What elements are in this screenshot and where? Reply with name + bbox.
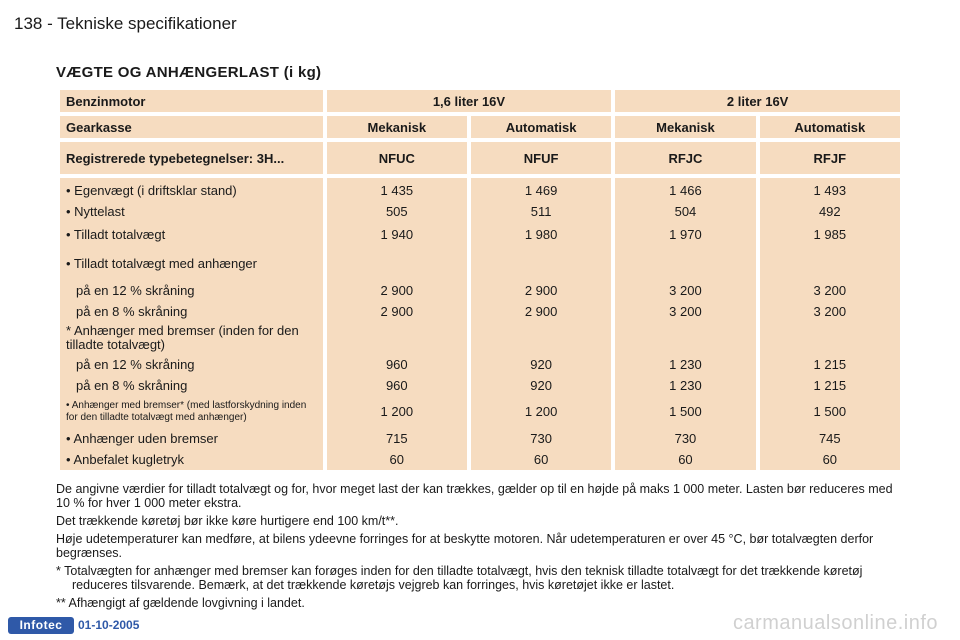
value-cell	[477, 322, 605, 354]
footnote: * Totalvægten for anhænger med bremser kan forøges inden for den tilladte totalvægt, hvis den teknisk tilladte totalvægt for det trækkende køretøj reduceres tilsvarende. Bemærk, at det trækkende køretøjs vejgreb kan forringes, hvis køretøjet ikke er lastet.	[56, 564, 863, 592]
value-cell: 1 466	[669, 183, 702, 198]
type-code: NFUF	[471, 142, 611, 174]
note-paragraph: Høje udetemperaturer kan medføre, at bilens ydeevne forringes for at beskytte motoren. Når udetemperaturen er over 45 °C, bør totalvægten derfor begrænses.	[56, 532, 874, 560]
spec-table	[56, 86, 904, 474]
type-label: Registrerede typebetegnelser: 3H...	[60, 142, 323, 174]
value-cell: 1 200	[524, 404, 558, 419]
value-cell: 920	[530, 357, 552, 372]
row-label: • Nyttelast	[66, 204, 125, 219]
page-title: 138 - Tekniske specifikationer	[14, 14, 237, 33]
gearbox-cell: Mekanisk	[327, 116, 467, 138]
value-cell: 1 435	[380, 183, 414, 198]
value-cell	[766, 322, 894, 354]
value-cell: 2 900	[524, 304, 558, 319]
row-label: • Tilladt totalvægt	[66, 227, 166, 242]
value-cell: 1 230	[669, 378, 702, 393]
row-label: * Anhænger med bremser (inden for den tilladte totalvægt)	[66, 323, 299, 352]
value-cell: 1 200	[380, 404, 414, 419]
value-cell	[333, 322, 461, 354]
engine-row	[60, 90, 900, 112]
value-cell: 60	[389, 452, 405, 467]
value-cell: 2 900	[524, 283, 558, 298]
row-label: • Anhænger uden bremser	[66, 431, 218, 446]
gearbox-row	[60, 116, 900, 138]
value-cell: 3 200	[813, 304, 847, 319]
value-cell: 745	[818, 431, 841, 446]
note-paragraph: Det trækkende køretøj bør ikke køre hurtigere end 100 km/t**.	[56, 514, 399, 528]
row-label: på en 12 % skråning	[76, 357, 195, 372]
gearbox-cell: Automatisk	[471, 116, 611, 138]
value-cell: 1 493	[813, 183, 847, 198]
type-code: RFJF	[760, 142, 900, 174]
value-cell	[477, 248, 605, 280]
value-cell: 920	[530, 378, 552, 393]
value-cell: 511	[530, 204, 552, 219]
values-column	[615, 178, 755, 470]
value-cell: 960	[385, 357, 408, 372]
type-row	[60, 142, 900, 174]
value-cell: 3 200	[669, 283, 702, 298]
note-paragraph: De angivne værdier for tilladt totalvægt og for, hvor meget last der kan trækkes, gælder op til en højde på maks 1 000 meter. Lasten bør reduceres med 10 % for hver 1 000 meter ekstra.	[56, 482, 893, 510]
value-cell: 60	[533, 452, 549, 467]
value-cell: 730	[530, 431, 552, 446]
engine-label: Benzinmotor	[60, 90, 323, 112]
values-column	[471, 178, 611, 470]
value-cell: 1 500	[813, 404, 847, 419]
values-column	[327, 178, 467, 470]
infotec-logo: Infotec	[8, 617, 74, 634]
value-cell: 1 469	[524, 183, 558, 198]
section-title: VÆGTE OG ANHÆNGERLAST (i kg)	[56, 64, 322, 81]
notes-section	[56, 482, 906, 614]
value-cell	[766, 248, 894, 280]
footnote: ** Afhængigt af gældende lovgivning i landet.	[56, 596, 305, 610]
row-label: på en 8 % skråning	[76, 304, 188, 319]
value-cell	[621, 248, 749, 280]
value-cell: 1 500	[669, 404, 702, 419]
footer-date: 01-10-2005	[78, 618, 140, 632]
gearbox-cell: Automatisk	[760, 116, 900, 138]
row-label: • Egenvægt (i driftsklar stand)	[66, 183, 237, 198]
value-cell: 1 215	[813, 378, 847, 393]
value-cell: 960	[385, 378, 408, 393]
value-cell: 504	[674, 204, 697, 219]
value-cell: 3 200	[813, 283, 847, 298]
row-label: • Anbefalet kugletryk	[66, 452, 185, 467]
value-cell: 1 970	[669, 227, 702, 242]
value-cell: 730	[674, 431, 697, 446]
value-cell: 505	[385, 204, 408, 219]
value-cell: 1 980	[524, 227, 558, 242]
engine-1-header: 1,6 liter 16V	[327, 90, 612, 112]
value-cell: 60	[822, 452, 838, 467]
row-label: på en 12 % skråning	[76, 283, 195, 298]
value-cell: 715	[385, 431, 408, 446]
values-column	[760, 178, 900, 470]
watermark: carmanualsonline.info	[732, 612, 938, 634]
value-cell: 3 200	[669, 304, 702, 319]
value-cell: 1 985	[813, 227, 847, 242]
type-code: NFUC	[327, 142, 467, 174]
row-label: • Anhænger med bremser* (med lastforskydning inden for den tilladte totalvægt med anhænger)	[66, 400, 307, 423]
value-cell: 2 900	[380, 304, 414, 319]
value-cell: 60	[678, 452, 693, 467]
value-cell: 1 230	[669, 357, 702, 372]
value-cell: 492	[818, 204, 841, 219]
type-code: RFJC	[615, 142, 755, 174]
gearbox-cell: Mekanisk	[615, 116, 755, 138]
value-cell	[333, 248, 461, 280]
value-cell	[621, 322, 749, 354]
row-label: • Tilladt totalvægt med anhænger	[66, 256, 257, 271]
value-cell: 2 900	[380, 283, 414, 298]
row-label: på en 8 % skråning	[76, 378, 188, 393]
values-row	[60, 178, 900, 470]
value-cell: 1 215	[813, 357, 847, 372]
gearbox-label: Gearkasse	[60, 116, 323, 138]
value-cell: 1 940	[380, 227, 414, 242]
row-labels-column	[60, 178, 323, 470]
engine-2-header: 2 liter 16V	[615, 90, 900, 112]
